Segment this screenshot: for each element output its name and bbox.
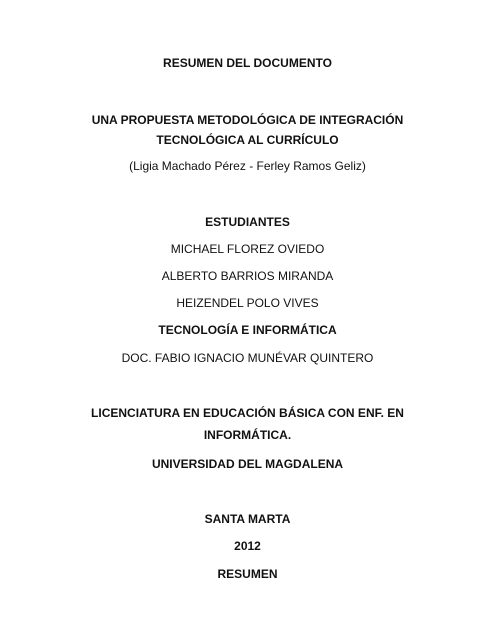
document-heading: RESUMEN DEL DOCUMENTO [163,56,332,70]
program-line-1: LICENCIATURA EN EDUCACIÓN BÁSICA CON ENF. EN [91,406,404,420]
section-heading: RESUMEN [217,567,278,581]
title-line-2: TECNOLÓGICA AL CURRÍCULO [156,133,339,147]
university-line: UNIVERSIDAD DEL MAGDALENA [151,457,344,471]
year-line: 2012 [234,539,261,553]
authors-line: (Ligia Machado Pérez - Ferley Ramos Geliz) [129,159,366,173]
student-name: HEIZENDEL POLO VIVES [176,296,319,310]
student-name: ALBERTO BARRIOS MIRANDA [161,269,334,283]
student-name: MICHAEL FLOREZ OVIEDO [170,242,325,256]
subject-line: TECNOLOGÍA E INFORMÁTICA [158,323,337,337]
students-heading: ESTUDIANTES [205,215,290,229]
program-line-2: INFORMÁTICA. [203,428,292,442]
title-line-1: UNA PROPUESTA METODOLÓGICA DE INTEGRACIÓN [91,113,404,127]
teacher-line: DOC. FABIO IGNACIO MUNÉVAR QUINTERO [121,351,374,365]
city-line: SANTA MARTA [204,512,291,526]
